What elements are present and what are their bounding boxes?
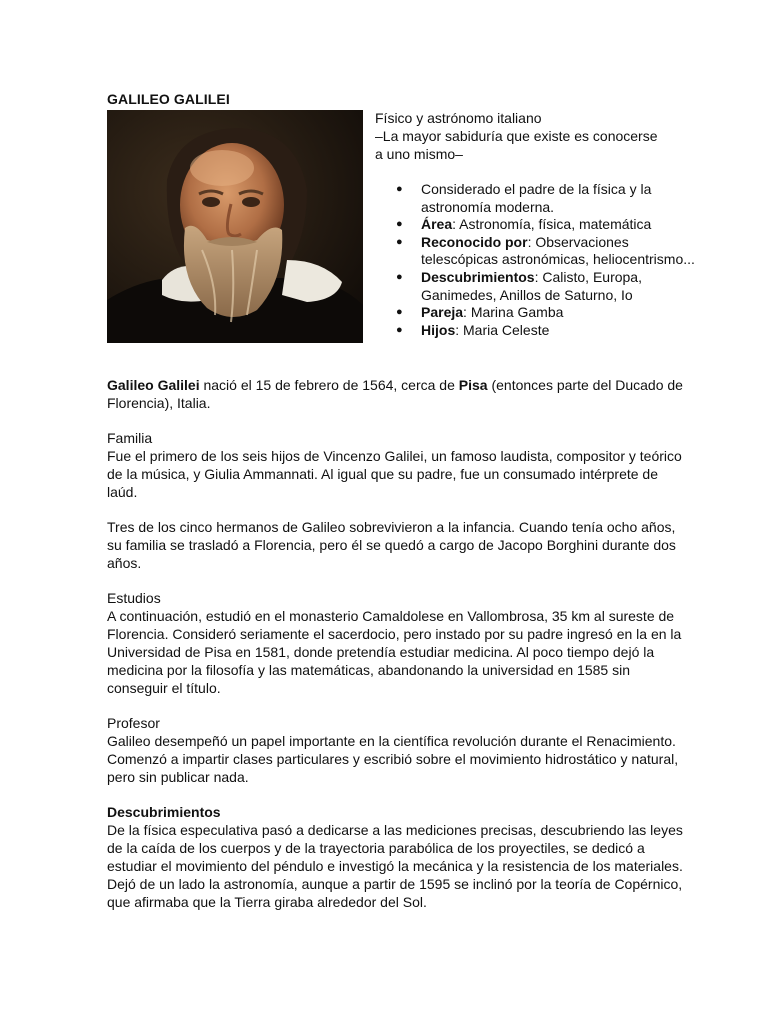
fact-item — [375, 304, 695, 322]
familia-paragraph-2: Tres de los cinco hermanos de Galileo sobrevivieron a la infancia. Cuando tenía ocho años, su familia se trasladó a Florencia, pero él se quedó a cargo de Jacopo Borghini durante dos años. — [107, 519, 676, 571]
fact-label: Hijos — [421, 321, 456, 338]
bullet-icon: ● — [396, 218, 403, 231]
bullet-icon: ● — [396, 235, 403, 248]
fact-item — [375, 269, 695, 304]
bullet-icon: ● — [396, 306, 403, 319]
subtitle-line: Físico y astrónomo italiano — [375, 110, 542, 126]
bullet-icon: ● — [396, 270, 403, 283]
fact-label: Área — [421, 216, 453, 233]
profesor-section — [107, 714, 687, 786]
profesor-heading: Profesor — [107, 715, 160, 731]
body-text — [107, 376, 687, 928]
bullet-icon: ● — [396, 183, 403, 195]
fact-label: Pareja — [421, 304, 464, 321]
familia-paragraph-1: Fue el primero de los seis hijos de Vincenzo Galilei, un famoso laudista, compositor y teórico de la música, y Giulia Ammannati. Al igual que su padre, fue un consumado intérprete de laúd. — [107, 448, 682, 500]
descubrimientos-paragraph: De la física especulativa pasó a dedicarse a las mediciones precisas, descubriendo las leyes de la caída de los cuerpos y de la trayectoria parabólica de los proyectiles, se dedicó a estudiar el movimiento del péndulo e investigó la mecánica y la resistencia de los materiales. Dejó de un lado la astronomía, aunque a partir de 1595 se inclinó por la teoría de Copérnico, que afirmaba que la Tierra giraba alrededor del Sol. — [107, 822, 683, 910]
bullet-icon: ● — [396, 323, 403, 336]
profesor-paragraph: Galileo desempeñó un papel importante en la científica revolución durante el Renacimiento. Comenzó a impartir clases particulares y escribió sobre el movimiento hidrostático y natural, pero sin publicar nada. — [107, 733, 679, 785]
estudios-paragraph: A continuación, estudió en el monasterio Camaldolese en Vallombrosa, 35 km al sureste de Florencia. Consideró seriamente el sacerdocio, pero instado por su padre ingresó en la en la Universidad de Pisa en 1581, donde pretendía estudiar medicina. Al poco tiempo dejó la medicina por la filosofía y las matemáticas, abandonando la universidad en 1585 sin conseguir el título. — [107, 608, 682, 696]
fact-label: Reconocido por — [421, 233, 528, 250]
fact-text: : Maria Celeste — [455, 321, 550, 338]
descubrimientos-section — [107, 803, 687, 911]
fact-text: : Observaciones telescópicas astronómicas, heliocentrismo... — [421, 233, 695, 268]
intro-paragraph — [107, 376, 687, 412]
fact-text: Considerado el padre de la física y la astronomía moderna. — [421, 181, 652, 215]
estudios-heading: Estudios — [107, 590, 161, 606]
fact-item — [375, 181, 695, 216]
estudios-section — [107, 589, 687, 697]
quote-line-1: –La mayor sabiduría que existe es conocerse — [375, 128, 658, 144]
fact-text: : Astronomía, física, matemática — [452, 216, 652, 233]
descubrimientos-heading: Descubrimientos — [107, 804, 221, 820]
fact-item — [375, 216, 695, 234]
portrait-image — [107, 110, 363, 343]
intro-place: Pisa — [458, 377, 488, 393]
fact-item — [375, 234, 695, 269]
facts-list — [375, 181, 695, 339]
document-title: GALILEO GALILEI — [107, 91, 230, 107]
intro-text-2: (entonces parte del Ducado de Florencia), Italia. — [107, 377, 683, 411]
familia-section — [107, 429, 687, 501]
familia-heading: Familia — [107, 430, 153, 446]
fact-label: Descubrimientos — [421, 268, 535, 285]
fact-text: : Calisto, Europa, Ganimedes, Anillos de Saturno, Io — [421, 268, 642, 303]
quote-line-2: a uno mismo– — [375, 146, 463, 162]
subtitle-block — [375, 109, 675, 163]
fact-text: : Marina Gamba — [463, 304, 564, 321]
intro-name: Galileo Galilei — [107, 377, 200, 393]
intro-text-1: nació el 15 de febrero de 1564, cerca de — [199, 377, 459, 393]
fact-item — [375, 322, 695, 340]
